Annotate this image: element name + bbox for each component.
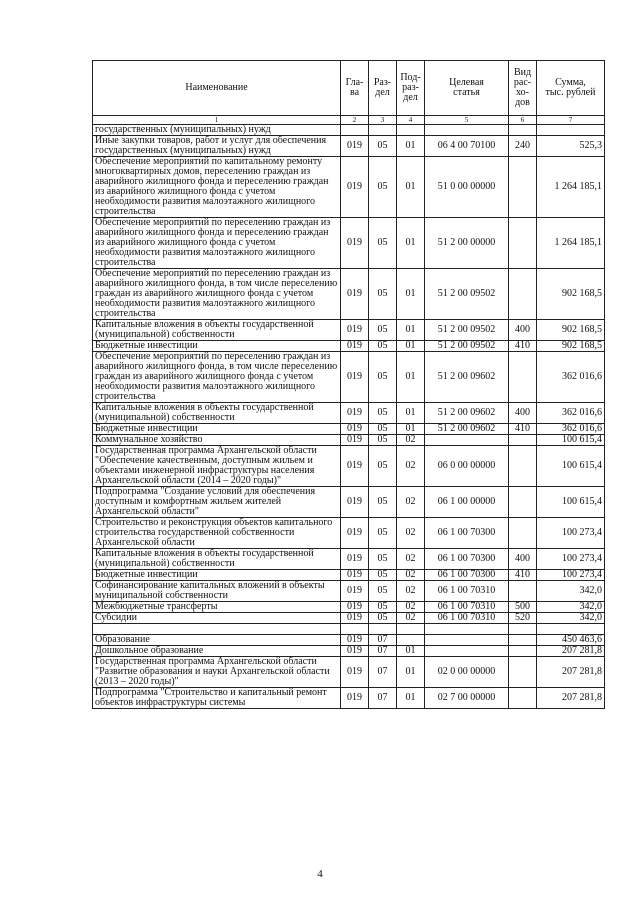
row-chapter: 019 bbox=[341, 657, 369, 688]
header-chapter: Гла- ва bbox=[341, 61, 369, 116]
row-subsection: 02 bbox=[397, 446, 425, 487]
row-name: Обеспечение мероприятий по капитальному ремонту многоквартирных домов, переселению граждан из аварийного жилищного фонда и переселению граждан из аварийного жилищного фонда с учетом необходимости развития малоэтажного жилищного строительства bbox=[93, 157, 341, 218]
row-target-item: 51 2 00 09602 bbox=[425, 352, 509, 403]
row-chapter: 019 bbox=[341, 646, 369, 657]
row-name: Государственная программа Архангельской области "Обеспечение качественным, доступным жильем и объектами инженерной инфраструктуры населения Архангельской области (2014 – 2020 годы)" bbox=[93, 446, 341, 487]
row-subsection: 01 bbox=[397, 646, 425, 657]
row-target-item: 06 1 00 70310 bbox=[425, 613, 509, 624]
row-target-item: 51 2 00 09502 bbox=[425, 269, 509, 320]
row-subsection: 02 bbox=[397, 613, 425, 624]
row-expense-type bbox=[509, 688, 537, 709]
row-target-item: 51 2 00 00000 bbox=[425, 218, 509, 269]
table-row bbox=[93, 341, 605, 352]
row-amount: 1 264 185,1 bbox=[537, 218, 605, 269]
row-expense-type: 240 bbox=[509, 136, 537, 157]
row-chapter: 019 bbox=[341, 218, 369, 269]
row-expense-type: 400 bbox=[509, 403, 537, 424]
row-section: 07 bbox=[369, 688, 397, 709]
row-expense-type bbox=[509, 125, 537, 136]
row-chapter: 019 bbox=[341, 613, 369, 624]
row-amount bbox=[537, 624, 605, 635]
header-subsection: Под- раз- дел bbox=[397, 61, 425, 116]
row-amount: 362 016,6 bbox=[537, 424, 605, 435]
row-name: Бюджетные инвестиции bbox=[93, 570, 341, 581]
table-row bbox=[93, 218, 605, 269]
row-name: Иные закупки товаров, работ и услуг для обеспечения государственных (муниципальных) нужд bbox=[93, 136, 341, 157]
page-number: 4 bbox=[317, 868, 323, 880]
row-name: Строительство и реконструкция объектов капитального строительства государственной собственности Архангельской области bbox=[93, 518, 341, 549]
table-row bbox=[93, 657, 605, 688]
row-expense-type bbox=[509, 635, 537, 646]
row-expense-type: 500 bbox=[509, 602, 537, 613]
row-target-item: 06 1 00 70300 bbox=[425, 570, 509, 581]
row-expense-type bbox=[509, 657, 537, 688]
header-expense-type: Вид рас- хо- дов bbox=[509, 61, 537, 116]
table-row bbox=[93, 446, 605, 487]
row-subsection: 02 bbox=[397, 602, 425, 613]
row-subsection: 02 bbox=[397, 549, 425, 570]
row-subsection: 01 bbox=[397, 218, 425, 269]
row-target-item: 51 2 00 09502 bbox=[425, 341, 509, 352]
row-amount: 207 281,8 bbox=[537, 657, 605, 688]
row-amount: 207 281,8 bbox=[537, 688, 605, 709]
row-chapter: 019 bbox=[341, 688, 369, 709]
row-expense-type: 410 bbox=[509, 570, 537, 581]
row-subsection: 02 bbox=[397, 435, 425, 446]
row-target-item: 06 1 00 00000 bbox=[425, 487, 509, 518]
row-name: Обеспечение мероприятий по переселению граждан из аварийного жилищного фонда и переселению граждан из аварийного жилищного фонда с учетом необходимости развития малоэтажного жилищного строительства bbox=[93, 218, 341, 269]
row-target-item: 51 2 00 09602 bbox=[425, 403, 509, 424]
row-chapter: 019 bbox=[341, 635, 369, 646]
row-subsection: 01 bbox=[397, 688, 425, 709]
row-section: 05 bbox=[369, 602, 397, 613]
table-row bbox=[93, 435, 605, 446]
row-section: 05 bbox=[369, 435, 397, 446]
row-amount: 342,0 bbox=[537, 613, 605, 624]
table-row bbox=[93, 602, 605, 613]
row-section: 05 bbox=[369, 581, 397, 602]
row-subsection: 02 bbox=[397, 581, 425, 602]
column-number: 5 bbox=[425, 116, 509, 125]
header-section: Раз- дел bbox=[369, 61, 397, 116]
row-expense-type bbox=[509, 487, 537, 518]
row-section: 05 bbox=[369, 446, 397, 487]
row-section: 05 bbox=[369, 424, 397, 435]
row-section: 07 bbox=[369, 635, 397, 646]
row-section: 05 bbox=[369, 352, 397, 403]
row-target-item: 02 7 00 00000 bbox=[425, 688, 509, 709]
row-subsection: 01 bbox=[397, 320, 425, 341]
row-section: 05 bbox=[369, 518, 397, 549]
row-expense-type: 400 bbox=[509, 549, 537, 570]
table-row bbox=[93, 613, 605, 624]
row-amount: 902 168,5 bbox=[537, 320, 605, 341]
row-chapter: 019 bbox=[341, 487, 369, 518]
row-subsection: 01 bbox=[397, 352, 425, 403]
row-chapter: 019 bbox=[341, 581, 369, 602]
row-name: Межбюджетные трансферты bbox=[93, 602, 341, 613]
row-target-item: 06 1 00 70300 bbox=[425, 549, 509, 570]
row-name: Капитальные вложения в объекты государственной (муниципальной) собственности bbox=[93, 549, 341, 570]
row-amount: 100 615,4 bbox=[537, 487, 605, 518]
row-target-item: 51 2 00 09602 bbox=[425, 424, 509, 435]
row-amount: 100 273,4 bbox=[537, 570, 605, 581]
row-subsection bbox=[397, 635, 425, 646]
table-row bbox=[93, 320, 605, 341]
table-row bbox=[93, 125, 605, 136]
row-target-item bbox=[425, 646, 509, 657]
column-number: 4 bbox=[397, 116, 425, 125]
row-name: Дошкольное образование bbox=[93, 646, 341, 657]
row-chapter: 019 bbox=[341, 341, 369, 352]
row-section: 05 bbox=[369, 320, 397, 341]
row-expense-type: 410 bbox=[509, 341, 537, 352]
row-expense-type bbox=[509, 646, 537, 657]
row-target-item: 06 1 00 70310 bbox=[425, 602, 509, 613]
row-expense-type bbox=[509, 446, 537, 487]
row-amount: 100 615,4 bbox=[537, 435, 605, 446]
table-row bbox=[93, 624, 605, 635]
table-row bbox=[93, 581, 605, 602]
row-chapter: 019 bbox=[341, 424, 369, 435]
row-section bbox=[369, 125, 397, 136]
row-subsection: 01 bbox=[397, 157, 425, 218]
row-target-item: 51 2 00 09502 bbox=[425, 320, 509, 341]
row-target-item: 06 0 00 00000 bbox=[425, 446, 509, 487]
table-row bbox=[93, 352, 605, 403]
row-name: Коммунальное хозяйство bbox=[93, 435, 341, 446]
row-amount: 902 168,5 bbox=[537, 269, 605, 320]
row-name: государственных (муниципальных) нужд bbox=[93, 125, 341, 136]
row-expense-type: 400 bbox=[509, 320, 537, 341]
table-row bbox=[93, 424, 605, 435]
row-expense-type bbox=[509, 581, 537, 602]
row-expense-type bbox=[509, 518, 537, 549]
row-expense-type bbox=[509, 218, 537, 269]
row-amount: 362 016,6 bbox=[537, 403, 605, 424]
row-chapter bbox=[341, 624, 369, 635]
row-expense-type: 410 bbox=[509, 424, 537, 435]
table-row bbox=[93, 136, 605, 157]
table-header-row bbox=[93, 61, 605, 116]
row-name: Субсидии bbox=[93, 613, 341, 624]
row-chapter: 019 bbox=[341, 570, 369, 581]
row-section: 05 bbox=[369, 341, 397, 352]
table-row bbox=[93, 518, 605, 549]
row-expense-type bbox=[509, 624, 537, 635]
table-row bbox=[93, 487, 605, 518]
row-amount: 207 281,8 bbox=[537, 646, 605, 657]
column-number: 7 bbox=[537, 116, 605, 125]
row-section: 05 bbox=[369, 570, 397, 581]
row-amount: 100 615,4 bbox=[537, 446, 605, 487]
row-amount: 525,3 bbox=[537, 136, 605, 157]
row-section: 05 bbox=[369, 218, 397, 269]
row-section: 07 bbox=[369, 657, 397, 688]
budget-table bbox=[92, 60, 605, 709]
row-section: 05 bbox=[369, 487, 397, 518]
row-target-item bbox=[425, 624, 509, 635]
row-chapter: 019 bbox=[341, 602, 369, 613]
header-amount: Сумма, тыс. рублей bbox=[537, 61, 605, 116]
table-row bbox=[93, 403, 605, 424]
table-row bbox=[93, 269, 605, 320]
row-subsection: 01 bbox=[397, 657, 425, 688]
row-subsection bbox=[397, 125, 425, 136]
table-row bbox=[93, 635, 605, 646]
table-row bbox=[93, 570, 605, 581]
row-expense-type bbox=[509, 435, 537, 446]
row-section bbox=[369, 624, 397, 635]
row-chapter: 019 bbox=[341, 435, 369, 446]
row-amount: 342,0 bbox=[537, 581, 605, 602]
row-section: 07 bbox=[369, 646, 397, 657]
column-number: 1 bbox=[93, 116, 341, 125]
table-row bbox=[93, 157, 605, 218]
row-target-item: 06 1 00 70310 bbox=[425, 581, 509, 602]
row-section: 05 bbox=[369, 136, 397, 157]
column-number: 6 bbox=[509, 116, 537, 125]
row-name: Подпрограмма "Создание условий для обеспечения доступным и комфортным жильем жителей Архангельской области" bbox=[93, 487, 341, 518]
row-chapter: 019 bbox=[341, 403, 369, 424]
row-name: Капитальные вложения в объекты государственной (муниципальной) собственности bbox=[93, 403, 341, 424]
row-amount: 100 273,4 bbox=[537, 549, 605, 570]
table-row bbox=[93, 646, 605, 657]
column-number: 2 bbox=[341, 116, 369, 125]
table-row bbox=[93, 549, 605, 570]
row-chapter: 019 bbox=[341, 157, 369, 218]
table-body bbox=[93, 125, 605, 709]
row-chapter: 019 bbox=[341, 320, 369, 341]
header-name: Наименование bbox=[93, 61, 341, 116]
row-subsection: 02 bbox=[397, 487, 425, 518]
row-chapter: 019 bbox=[341, 136, 369, 157]
table-row bbox=[93, 688, 605, 709]
row-section: 05 bbox=[369, 157, 397, 218]
row-amount bbox=[537, 125, 605, 136]
row-target-item bbox=[425, 125, 509, 136]
row-name: Бюджетные инвестиции bbox=[93, 341, 341, 352]
row-target-item: 02 0 00 00000 bbox=[425, 657, 509, 688]
row-subsection: 01 bbox=[397, 403, 425, 424]
row-subsection bbox=[397, 624, 425, 635]
row-name: Софинансирование капитальных вложений в объекты муниципальной собственности bbox=[93, 581, 341, 602]
row-subsection: 01 bbox=[397, 136, 425, 157]
row-subsection: 01 bbox=[397, 341, 425, 352]
row-name: Обеспечение мероприятий по переселению граждан из аварийного жилищного фонда, в том числе переселению граждан из аварийного жилищного фонда с учетом необходимости развития малоэтажного жилищного строительства bbox=[93, 269, 341, 320]
row-target-item: 06 4 00 70100 bbox=[425, 136, 509, 157]
row-target-item: 06 1 00 70300 bbox=[425, 518, 509, 549]
row-expense-type bbox=[509, 352, 537, 403]
row-expense-type: 520 bbox=[509, 613, 537, 624]
row-chapter: 019 bbox=[341, 446, 369, 487]
row-name: Государственная программа Архангельской области "Развитие образования и науки Архангельской области (2013 – 2020 годы)" bbox=[93, 657, 341, 688]
row-section: 05 bbox=[369, 613, 397, 624]
row-amount: 342,0 bbox=[537, 602, 605, 613]
row-chapter: 019 bbox=[341, 549, 369, 570]
row-chapter: 019 bbox=[341, 269, 369, 320]
row-section: 05 bbox=[369, 403, 397, 424]
row-amount: 1 264 185,1 bbox=[537, 157, 605, 218]
row-subsection: 02 bbox=[397, 570, 425, 581]
row-target-item bbox=[425, 635, 509, 646]
row-name: Подпрограмма "Строительство и капитальный ремонт объектов инфраструктуры системы bbox=[93, 688, 341, 709]
row-section: 05 bbox=[369, 269, 397, 320]
column-number: 3 bbox=[369, 116, 397, 125]
row-name bbox=[93, 624, 341, 635]
row-subsection: 01 bbox=[397, 424, 425, 435]
row-name: Обеспечение мероприятий по переселению граждан из аварийного жилищного фонда, в том числе переселению граждан из аварийного жилищного фонда с учетом необходимости развития малоэтажного жилищного строительства bbox=[93, 352, 341, 403]
row-chapter bbox=[341, 125, 369, 136]
row-target-item bbox=[425, 435, 509, 446]
row-amount: 362 016,6 bbox=[537, 352, 605, 403]
row-name: Образование bbox=[93, 635, 341, 646]
header-target-item: Целевая статья bbox=[425, 61, 509, 116]
row-subsection: 02 bbox=[397, 518, 425, 549]
row-name: Бюджетные инвестиции bbox=[93, 424, 341, 435]
row-amount: 100 273,4 bbox=[537, 518, 605, 549]
row-expense-type bbox=[509, 157, 537, 218]
row-chapter: 019 bbox=[341, 518, 369, 549]
row-target-item: 51 0 00 00000 bbox=[425, 157, 509, 218]
row-amount: 902 168,5 bbox=[537, 341, 605, 352]
row-section: 05 bbox=[369, 549, 397, 570]
row-amount: 450 463,6 bbox=[537, 635, 605, 646]
row-name: Капитальные вложения в объекты государственной (муниципальной) собственности bbox=[93, 320, 341, 341]
row-expense-type bbox=[509, 269, 537, 320]
row-subsection: 01 bbox=[397, 269, 425, 320]
row-chapter: 019 bbox=[341, 352, 369, 403]
